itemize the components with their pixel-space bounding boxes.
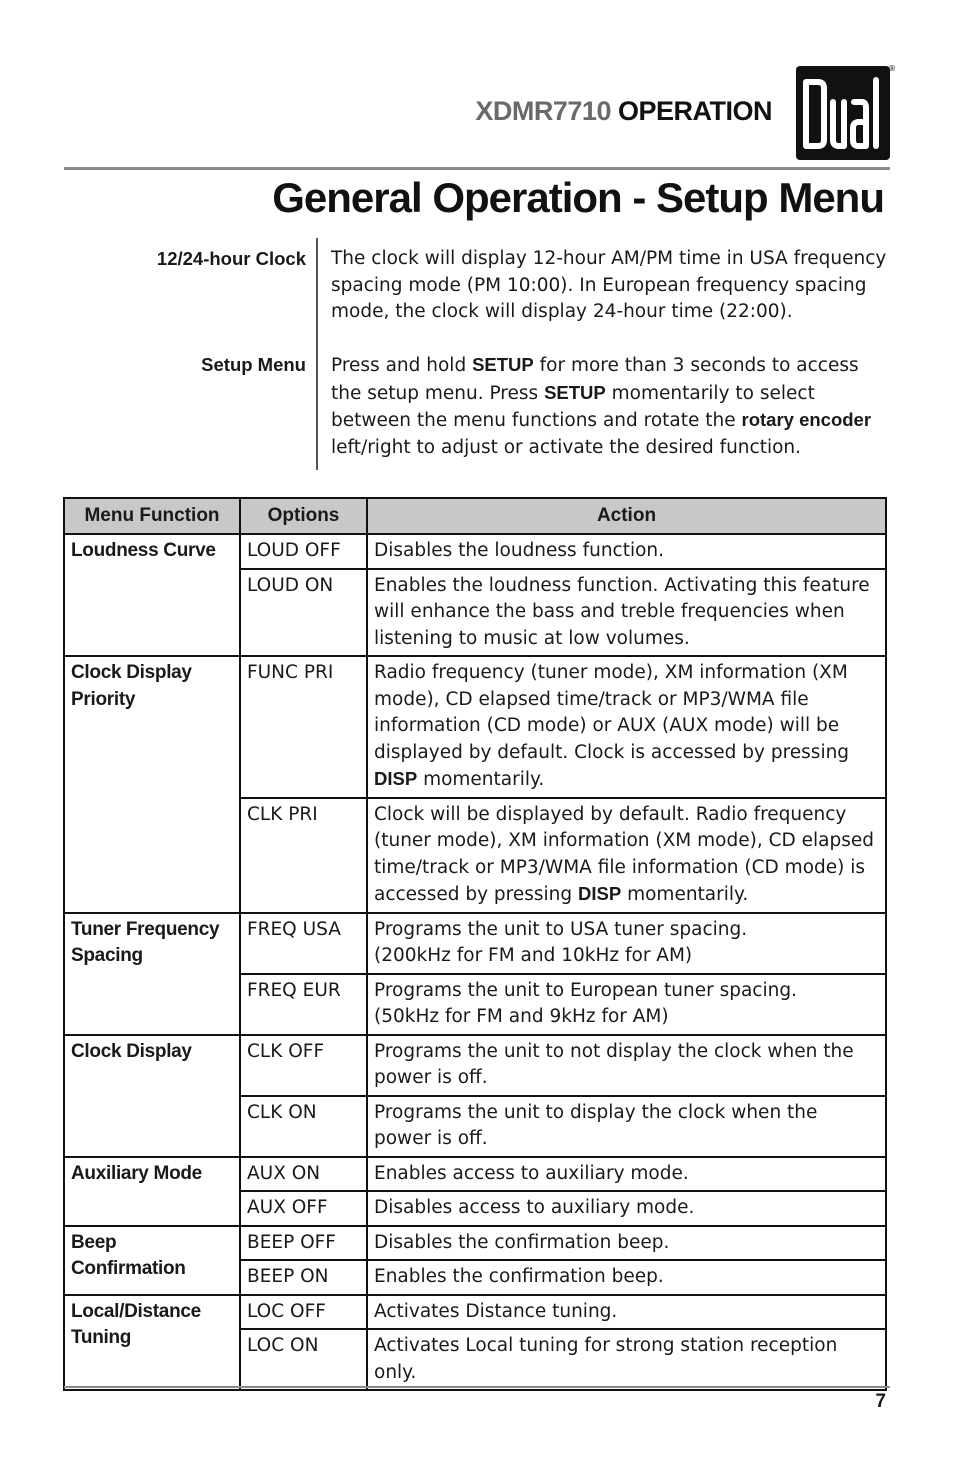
option-cell: AUX ON bbox=[240, 1157, 367, 1192]
table-row bbox=[64, 534, 886, 569]
action-cell: Enables access to auxiliary mode. bbox=[367, 1157, 886, 1192]
header-options: Options bbox=[240, 498, 367, 534]
option-cell: FREQ EUR bbox=[240, 974, 367, 1035]
intro-divider bbox=[316, 238, 318, 470]
menu-function-cell: Beep Confirmation bbox=[64, 1226, 240, 1295]
action-cell: Clock will be displayed by default. Radio frequency (tuner mode), XM information (XM mode), CD elapsed time/track or MP3/WMA file information (CD mode) is accessed by pressing DISP momentarily. bbox=[367, 798, 886, 913]
action-cell: Radio frequency (tuner mode), XM information (XM mode), CD elapsed time/track or MP3/WMA file information (CD mode) or AUX (AUX mode) will be displayed by default. Clock is accessed by pressing DISP momentarily. bbox=[367, 656, 886, 798]
dual-logo bbox=[796, 64, 896, 160]
table-row bbox=[64, 1035, 886, 1096]
model-number: XDMR7710 bbox=[475, 96, 611, 126]
intro-section bbox=[64, 238, 890, 470]
action-cell: Disables access to auxiliary mode. bbox=[367, 1191, 886, 1226]
table-row bbox=[64, 1295, 886, 1330]
menu-function-cell: Loudness Curve bbox=[64, 534, 240, 656]
option-cell: LOUD OFF bbox=[240, 534, 367, 569]
action-cell: Disables the confirmation beep. bbox=[367, 1226, 886, 1261]
header-rule bbox=[64, 167, 890, 170]
clock-format-text: The clock will display 12-hour AM/PM time in USA frequency spacing mode (PM 10:00). In European frequency spacing mode, the clock will display 24-hour time (22:00). bbox=[331, 248, 887, 322]
action-cell: Disables the loudness function. bbox=[367, 534, 886, 569]
menu-function-cell: Auxiliary Mode bbox=[64, 1157, 240, 1226]
setup-menu-text: Press and hold SETUP for more than 3 seconds to access the setup menu. Press SETUP momentarily to select between the menu functions and rotate the rotary encoder left/right to adjust or activate the desired function. bbox=[331, 354, 872, 458]
option-cell: CLK PRI bbox=[240, 798, 367, 913]
header-action: Action bbox=[367, 498, 886, 534]
action-cell: Programs the unit to display the clock when the power is off. bbox=[367, 1096, 886, 1157]
page-number: 7 bbox=[875, 1391, 886, 1412]
clock-format-label: 12/24-hour Clock bbox=[156, 248, 306, 269]
table-row bbox=[64, 656, 886, 798]
model-operation-heading bbox=[475, 96, 772, 127]
option-cell: LOUD ON bbox=[240, 569, 367, 657]
option-cell: CLK OFF bbox=[240, 1035, 367, 1096]
action-cell: Enables the loudness function. Activating this feature will enhance the bass and treble frequencies when listening to music at low volumes. bbox=[367, 569, 886, 657]
page-header bbox=[64, 64, 896, 160]
table-row bbox=[64, 1226, 886, 1261]
table-row bbox=[64, 1157, 886, 1192]
option-cell: FUNC PRI bbox=[240, 656, 367, 798]
option-cell: FREQ USA bbox=[240, 913, 367, 974]
action-cell: Activates Distance tuning. bbox=[367, 1295, 886, 1330]
footer-rule bbox=[64, 1386, 890, 1388]
action-cell: Activates Local tuning for strong station reception only. bbox=[367, 1329, 886, 1390]
action-cell: Programs the unit to USA tuner spacing. (200kHz for FM and 10kHz for AM) bbox=[367, 913, 886, 974]
action-cell: Programs the unit to not display the clock when the power is off. bbox=[367, 1035, 886, 1096]
registered-mark: ® bbox=[888, 64, 896, 73]
action-cell: Programs the unit to European tuner spacing. (50kHz for FM and 9kHz for AM) bbox=[367, 974, 886, 1035]
option-cell: LOC ON bbox=[240, 1329, 367, 1390]
menu-function-cell: Tuner Frequency Spacing bbox=[64, 913, 240, 1035]
option-cell: BEEP ON bbox=[240, 1260, 367, 1295]
table-row bbox=[64, 913, 886, 974]
action-cell: Enables the confirmation beep. bbox=[367, 1260, 886, 1295]
option-cell: CLK ON bbox=[240, 1096, 367, 1157]
setup-menu-table bbox=[63, 497, 887, 1391]
menu-function-cell: Clock Display bbox=[64, 1035, 240, 1157]
menu-function-cell: Clock Display Priority bbox=[64, 656, 240, 913]
option-cell: LOC OFF bbox=[240, 1295, 367, 1330]
header-menu-function: Menu Function bbox=[64, 498, 240, 534]
menu-function-cell: Local/Distance Tuning bbox=[64, 1295, 240, 1391]
option-cell: BEEP OFF bbox=[240, 1226, 367, 1261]
section-name: OPERATION bbox=[617, 96, 772, 126]
table-header-row bbox=[64, 498, 886, 534]
page-title: General Operation - Setup Menu bbox=[272, 174, 884, 221]
setup-menu-label: Setup Menu bbox=[201, 354, 306, 375]
option-cell: AUX OFF bbox=[240, 1191, 367, 1226]
